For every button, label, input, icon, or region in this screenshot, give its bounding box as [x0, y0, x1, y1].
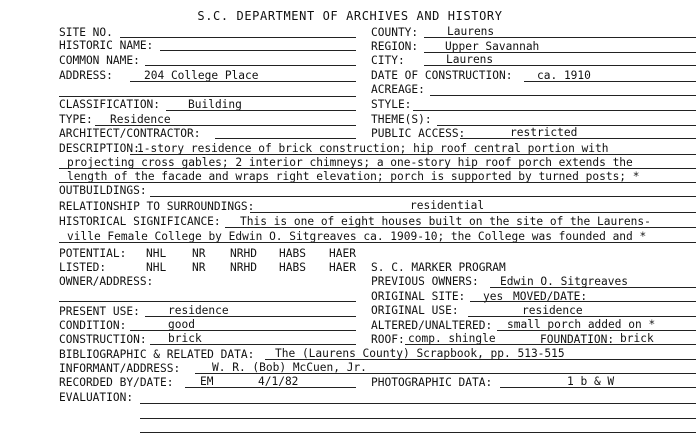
value-altered: small porch added on * — [507, 318, 656, 331]
label-condition: CONDITION: — [59, 319, 127, 332]
line-photographic-data — [500, 387, 696, 388]
line-address — [130, 81, 356, 82]
label-acreage: ACREAGE: — [371, 83, 425, 96]
line-architect — [215, 138, 356, 139]
potential-code-nrhd: NRHD — [230, 247, 257, 260]
label-outbuildings: OUTBUILDINGS: — [59, 184, 147, 197]
value-public-access: restricted — [510, 126, 578, 139]
line-altered — [497, 330, 696, 331]
line-relationship — [250, 212, 696, 213]
line-significance-1 — [225, 227, 696, 228]
value-original-site: yes — [483, 290, 504, 303]
label-listed: LISTED: — [59, 261, 107, 274]
line-owner-address — [59, 301, 356, 302]
line-bibliographic — [265, 359, 696, 360]
line-previous-owners — [490, 287, 696, 288]
description-line-1: 1-story residence of brick construction; hip roof central portion with — [137, 142, 609, 155]
form-title: S.C. DEPARTMENT OF ARCHIVES AND HISTORY — [197, 9, 503, 23]
line-present-use — [145, 316, 356, 317]
value-region: Upper Savannah — [445, 40, 540, 53]
label-architect: ARCHITECT/CONTRACTOR: — [59, 127, 201, 140]
label-photographic-data: PHOTOGRAPHIC DATA: — [371, 376, 493, 389]
label-historical-significance: HISTORICAL SIGNIFICANCE: — [59, 215, 221, 228]
line-historic-name — [160, 50, 356, 51]
line-outbuildings — [150, 196, 696, 197]
value-relationship: residential — [410, 199, 485, 212]
label-address: ADDRESS: — [59, 69, 113, 82]
label-common-name: COMMON NAME: — [59, 54, 140, 67]
label-potential: POTENTIAL: — [59, 247, 127, 260]
significance-line-2: ville Female College by Edwin O. Sitgreaves ca. 1909-10; the College was founded and * — [67, 230, 647, 243]
value-recorded-by: EM — [200, 375, 214, 388]
value-roof: comp. shingle — [408, 332, 496, 345]
label-type: TYPE: — [59, 113, 93, 126]
line-city — [424, 65, 696, 66]
label-bibliographic: BIBLIOGRAPHIC & RELATED DATA: — [59, 348, 255, 361]
value-photographic-data: 1 b & W — [567, 375, 615, 388]
label-evaluation: EVALUATION: — [59, 391, 134, 404]
value-construction: brick — [168, 332, 202, 345]
value-original-use: residence — [522, 304, 583, 317]
line-condition — [130, 330, 356, 331]
line-description-3 — [59, 182, 696, 183]
line-evaluation-1 — [140, 403, 696, 404]
line-original-use — [468, 316, 696, 317]
label-original-site: ORIGINAL SITE: — [371, 290, 466, 303]
value-present-use: residence — [168, 304, 229, 317]
label-date-of-construction: DATE OF CONSTRUCTION: — [371, 69, 513, 82]
line-above-classification — [59, 96, 356, 97]
potential-code-nhl: NHL — [146, 247, 167, 260]
label-city: CITY: — [371, 54, 405, 67]
label-county: COUNTY: — [371, 26, 419, 39]
value-informant: W. R. (Bob) McCuen, Jr. — [212, 361, 367, 374]
line-public-access — [460, 138, 696, 139]
label-site-no: SITE NO. — [59, 26, 113, 39]
line-recorded-by — [185, 387, 356, 388]
value-previous-owners: Edwin O. Sitgreaves — [500, 275, 628, 288]
label-region: REGION: — [371, 40, 419, 53]
value-address: 204 College Place — [144, 69, 259, 82]
value-bibliographic: The (Laurens County) Scrapbook, pp. 513-515 — [275, 347, 565, 360]
listed-code-habs: HABS — [279, 261, 306, 274]
listed-code-haer: HAER — [329, 261, 356, 274]
label-construction: CONSTRUCTION: — [59, 333, 147, 346]
value-condition: good — [168, 318, 195, 331]
line-significance-2 — [59, 242, 696, 243]
potential-codes — [146, 248, 356, 260]
value-city: Laurens — [446, 53, 494, 66]
value-foundation: brick — [620, 332, 654, 345]
label-marker-program: S. C. MARKER PROGRAM — [371, 261, 506, 274]
line-acreage — [430, 95, 696, 96]
potential-code-nr: NR — [192, 247, 206, 260]
line-evaluation-3 — [140, 432, 696, 433]
line-classification — [166, 110, 356, 111]
label-altered: ALTERED/UNALTERED: — [371, 319, 493, 332]
line-evaluation-2 — [140, 418, 696, 419]
line-style — [413, 110, 696, 111]
potential-code-haer: HAER — [329, 247, 356, 260]
listed-code-nhl: NHL — [146, 261, 167, 274]
label-recorded-by: RECORDED BY/DATE: — [59, 376, 174, 389]
label-informant: INFORMANT/ADDRESS: — [59, 362, 181, 375]
value-recorded-date: 4/1/82 — [258, 375, 299, 388]
label-public-access: PUBLIC ACCESS: — [371, 127, 466, 140]
label-description: DESCRIPTION: — [59, 142, 140, 155]
line-description-1 — [130, 154, 696, 155]
label-relationship: RELATIONSHIP TO SURROUNDINGS: — [59, 200, 255, 213]
value-classification: Building — [188, 98, 242, 111]
line-type — [95, 125, 356, 126]
line-roof-foundation — [405, 344, 696, 345]
line-site-no — [120, 37, 356, 38]
value-date-of-construction: ca. 1910 — [537, 69, 591, 82]
listed-code-nrhd: NRHD — [230, 261, 257, 274]
line-original-site — [470, 301, 696, 302]
potential-code-habs: HABS — [279, 247, 306, 260]
label-original-use: ORIGINAL USE: — [371, 304, 459, 317]
label-roof: ROOF: — [371, 333, 405, 346]
line-county — [424, 37, 696, 38]
label-moved-date: MOVED/DATE: — [513, 290, 588, 303]
description-line-2: projecting cross gables; 2 interior chimneys; a one-story hip roof porch extends the — [67, 156, 633, 169]
label-historic-name: HISTORIC NAME: — [59, 39, 154, 52]
label-style: STYLE: — [371, 98, 412, 111]
description-line-3: length of the facade and wraps right elevation; porch is supported by turned posts; * — [67, 170, 640, 183]
line-informant — [195, 373, 696, 374]
label-theme: THEME(S): — [371, 113, 432, 126]
line-common-name — [145, 65, 356, 66]
label-foundation: FOUNDATION: — [540, 333, 615, 346]
line-construction — [150, 344, 356, 345]
label-present-use: PRESENT USE: — [59, 305, 140, 318]
value-county: Laurens — [447, 25, 495, 38]
label-previous-owners: PREVIOUS OWNERS: — [371, 275, 479, 288]
value-type: Residence — [110, 113, 171, 126]
listed-codes — [146, 262, 356, 274]
line-description-2 — [59, 168, 696, 169]
line-date-of-construction — [524, 81, 696, 82]
listed-code-nr: NR — [192, 261, 206, 274]
significance-line-1: This is one of eight houses built on the site of the Laurens- — [240, 215, 651, 228]
label-classification: CLASSIFICATION: — [59, 98, 161, 111]
label-owner-address: OWNER/ADDRESS: — [59, 275, 154, 288]
